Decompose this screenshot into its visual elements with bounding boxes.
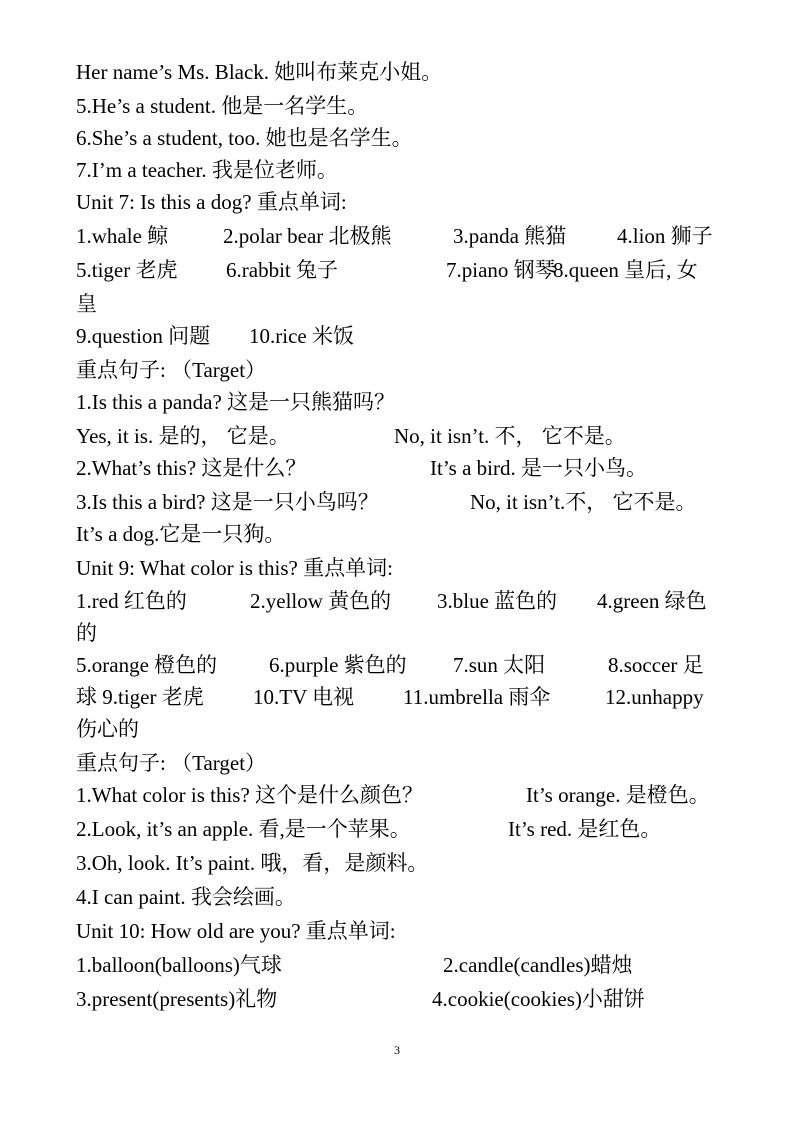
text-segment: It’s orange. 是橙色。 xyxy=(526,783,710,807)
text-segment: 球 9.tiger 老虎 xyxy=(76,685,204,709)
text-line: Unit 10: How old are you? 重点单词: xyxy=(76,919,396,943)
text-segment: It’s a bird. 是一只小鸟。 xyxy=(430,456,647,480)
text-segment: 7.piano 钢琴 xyxy=(446,258,556,282)
text-segment: It’s red. 是红色。 xyxy=(508,817,662,841)
text-segment: 4.lion 狮子 xyxy=(617,224,713,248)
text-line: Unit 7: Is this a dog? 重点单词: xyxy=(76,190,347,214)
text-segment: 5.tiger 老虎 xyxy=(76,258,178,282)
text-line: 的 xyxy=(76,621,97,645)
text-segment: 3.Is this a bird? 这是一只小鸟吗？ xyxy=(76,490,379,514)
text-segment: 2.yellow 黄色的 xyxy=(250,589,392,613)
text-segment: 6.rabbit 兔子 xyxy=(226,258,338,282)
text-segment: 1.balloon(balloons)气球 xyxy=(76,953,282,977)
text-segment: 9.question 问题 xyxy=(76,324,211,348)
text-segment: 2.Look, it’s an apple. 看,是一个苹果。 xyxy=(76,817,411,841)
text-segment: 2.polar bear 北极熊 xyxy=(223,224,392,248)
text-line: 6.She’s a student, too. 她也是名学生。 xyxy=(76,126,413,150)
text-line: Unit 9: What color is this? 重点单词: xyxy=(76,556,393,580)
text-line: 4.I can paint. 我会绘画。 xyxy=(76,885,296,909)
text-line: 1.Is this a panda? 这是一只熊猫吗？ xyxy=(76,390,396,414)
text-segment: 1.What color is this? 这个是什么颜色？ xyxy=(76,783,424,807)
text-segment: 10.rice 米饭 xyxy=(249,324,354,348)
text-segment: 5.orange 橙色的 xyxy=(76,653,218,677)
text-segment: 4.cookie(cookies)小甜饼 xyxy=(432,987,645,1011)
text-segment: 12.unhappy xyxy=(605,685,704,709)
text-segment: 1.whale 鲸 xyxy=(76,224,169,248)
text-line: It’s a dog.它是一只狗。 xyxy=(76,522,286,546)
text-line: 皇 xyxy=(76,292,97,316)
text-segment: 3.blue 蓝色的 xyxy=(437,589,558,613)
text-segment: 2.What’s this? 这是什么？ xyxy=(76,456,307,480)
page-number: 3 xyxy=(394,1043,400,1057)
text-segment: 8.queen 皇后, 女 xyxy=(553,258,698,282)
text-line: 伤心的 xyxy=(76,717,139,741)
text-segment: 11.umbrella 雨伞 xyxy=(403,685,551,709)
text-segment: 7.sun 太阳 xyxy=(453,653,546,677)
text-line: 重点句子: （Target） xyxy=(76,751,267,775)
text-segment: No, it isn’t. 不， 它不是。 xyxy=(394,424,626,448)
text-segment: 3.panda 熊猫 xyxy=(453,224,567,248)
text-line: 重点句子: （Target） xyxy=(76,358,267,382)
text-segment: 3.present(presents)礼物 xyxy=(76,987,278,1011)
text-segment: 4.green 绿色 xyxy=(597,589,707,613)
text-segment: 6.purple 紫色的 xyxy=(269,653,407,677)
text-line: 7.I’m a teacher. 我是位老师。 xyxy=(76,158,338,182)
text-segment: 1.red 红色的 xyxy=(76,589,187,613)
text-segment: No, it isn’t.不， 它不是。 xyxy=(470,490,697,514)
text-segment: 8.soccer 足 xyxy=(608,653,704,677)
text-segment: 2.candle(candles)蜡烛 xyxy=(443,953,633,977)
text-segment: 10.TV 电视 xyxy=(253,685,355,709)
text-line: 5.He’s a student. 他是一名学生。 xyxy=(76,94,369,118)
text-segment: Yes, it is. 是的， 它是。 xyxy=(76,424,290,448)
text-line: 3.Oh, look. It’s paint. 哦，看，是颜料。 xyxy=(76,851,429,875)
text-line: Her name’s Ms. Black. 她叫布莱克小姐。 xyxy=(76,60,443,84)
